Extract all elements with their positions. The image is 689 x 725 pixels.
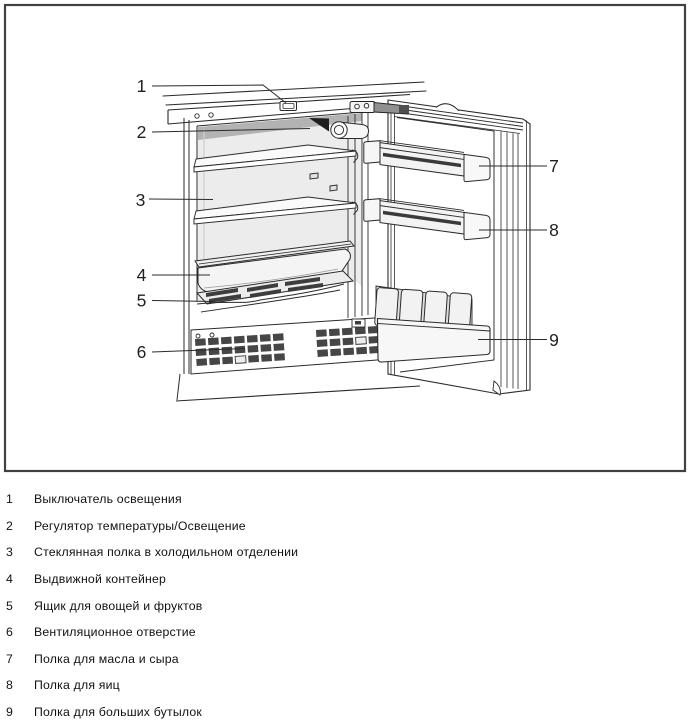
legend-item-number: 7 [6,651,14,666]
vent-slot [316,329,327,337]
callout-7: 7 [549,156,559,176]
callout-4: 4 [136,265,147,285]
callout-3: 3 [135,190,146,210]
thermostat-knob [331,122,369,139]
legend-item-number: 5 [6,598,14,613]
legend-item-label: Полка для больших бутылок [34,705,202,720]
vent-slot [273,343,284,351]
screw-icon [355,104,360,109]
legend-item [6,646,685,673]
callout-9: 9 [549,330,559,350]
parts-legend [6,486,685,725]
legend-item [6,619,685,646]
legend-item-number: 2 [6,518,14,533]
legend-item-number: 1 [6,492,14,507]
callout-2: 2 [136,122,147,142]
vent-slot [222,357,233,365]
screw-icon [195,114,199,118]
legend-item-number: 9 [6,705,14,720]
vent-slot [355,337,366,345]
legend-item-label: Регулятор температуры/Освещение [34,518,246,533]
callout-1: 1 [136,76,147,96]
vent-slot [355,327,366,335]
vent-slot [342,328,353,336]
legend-item-label: Полка для яиц [34,678,120,693]
legend-item [6,699,685,725]
vent-slot [274,353,285,361]
legend-item-label: Вентиляционное отверстие [34,625,196,640]
screw-icon [209,113,213,117]
callout-8: 8 [549,220,559,240]
vent-slot [196,348,207,356]
vent-slot [195,338,206,346]
vent-slot [234,336,245,344]
shelf-support-clip [330,185,337,191]
vent-slot [247,335,258,343]
vent-slot [209,347,220,355]
vent-slot [248,355,259,363]
screw-icon [196,334,200,338]
vent-slot [208,337,219,345]
screw-icon [364,104,369,109]
shelf-support-clip [310,173,318,179]
legend-item [6,592,685,619]
vent-slot [260,344,271,352]
legend-item [6,486,685,513]
legend-item-label: Стеклянная полка в холодильном отделении [34,545,299,560]
vent-slot [317,349,328,357]
legend-item [6,672,685,699]
legend-item-number: 8 [6,678,14,693]
callout-5: 5 [136,290,147,311]
vent-slot [330,348,341,356]
legend-item-number: 4 [6,572,14,587]
legend-item-number: 3 [6,545,14,560]
panel-latch [352,319,365,327]
legend-item-number: 6 [6,625,14,640]
vent-slot [356,347,367,355]
legend-item [6,539,685,566]
callout-6: 6 [136,342,147,362]
vent-slot [222,347,233,355]
legend-item-label: Выдвижной контейнер [34,572,167,587]
vent-slot [329,328,340,336]
vent-slot [317,339,328,347]
vent-slot [330,338,341,346]
vent-slot [221,337,232,345]
legend-item-label: Ящик для овощей и фруктов [34,598,203,613]
screw-icon [210,333,214,337]
vent-slot [235,356,246,364]
vent-slot [247,345,258,353]
vent-slot [260,334,271,342]
vent-slot [209,357,220,365]
vent-slot [196,358,207,366]
legend-item-label: Выключатель освещения [34,492,182,507]
light-switch [280,102,297,111]
vent-slot [234,346,245,354]
legend-item [6,566,685,593]
vent-slot [261,354,272,362]
vent-slot [343,348,354,356]
legend-item-label: Полка для масла и сыра [34,651,179,666]
vent-slot [273,333,284,341]
legend-item [6,513,685,540]
vent-slot [343,338,354,346]
